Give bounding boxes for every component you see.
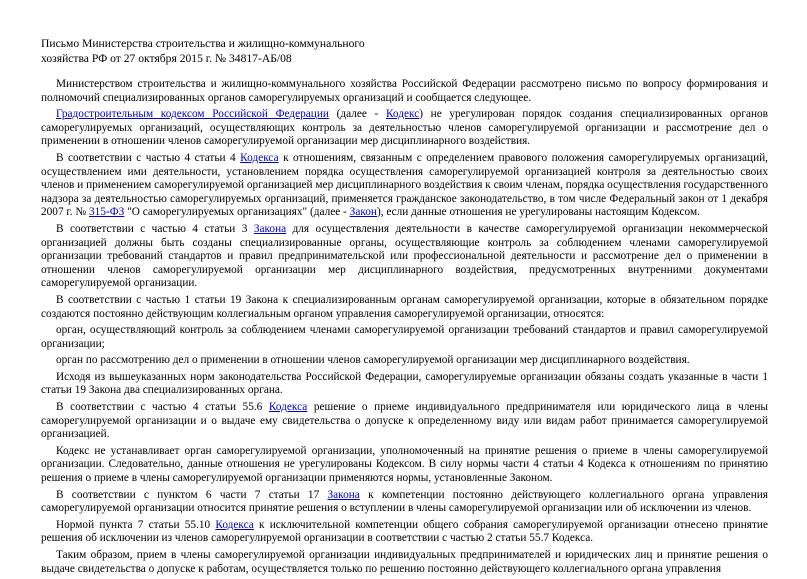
paragraph-text: орган, осуществляющий контроль за соблюдением членами саморегулируемой организации требований стандартов и правил саморегулируемой организации; (41, 324, 768, 350)
document-link[interactable]: Закона (253, 222, 287, 235)
paragraph (41, 223, 768, 291)
paragraph (41, 401, 768, 442)
document-title-line-1: Письмо Министерства строительства и жилищно-коммунального (41, 37, 365, 50)
paragraph (41, 78, 768, 105)
paragraph-text: "О саморегулируемых организациях" (далее - (124, 206, 350, 219)
document-link[interactable]: Кодекс (385, 108, 420, 121)
paragraph (41, 549, 768, 576)
paragraph-text: Исходя из вышеуказанных норм законодательства Российской Федерации, саморегулируемые организации обязаны создать указанные в части 1 статьи 19 Закона два специализированных органа. (41, 370, 768, 397)
paragraph (41, 354, 768, 368)
document-link[interactable]: Кодекса (215, 518, 254, 531)
paragraph-text: Министерством строительства и жилищно-коммунального хозяйства Российской Федерации рассмотрено письмо по вопросу формирования и полномочий специализированных органов саморегулируемых организаций и сообщается следующее. (41, 78, 768, 104)
paragraph-text: В соответствии с частью 4 статьи 55.6 (56, 401, 269, 414)
paragraph-text: к исключительной компетенции общего собрания саморегулируемой организации отнесено принятие решения об исключении из членов саморегулируемой организации в соответствии с частью 2 статьи 55.7 Кодекса. (41, 518, 768, 545)
paragraph-text: В соответствии с частью 1 статьи 19 Закона к специализированным органам саморегулируемой организации, которые в обязательном порядке создаются постоянно действующим коллегиальным органом управления саморегулируемой организации, относятся: (41, 293, 768, 320)
document-link[interactable]: Закон (349, 206, 377, 219)
paragraph-text: (далее - (328, 108, 386, 121)
document-link[interactable]: Градостроительным кодексом Российской Федерации (56, 108, 329, 121)
document-title (41, 36, 768, 66)
paragraph-text: Кодекс не устанавливает орган саморегулируемой организации, уполномоченный на принятие решения о приеме в члены саморегулируемой организации. Следовательно, данные отношения не урегулированы Кодексом. В силу нормы части 4 статьи 4 Кодекса к отношениям по принятию решения о приеме в члены саморегулируемой организации применяются нормы, установленные Законом. (41, 444, 768, 485)
document-body (41, 78, 768, 576)
paragraph (41, 152, 768, 220)
paragraph (41, 519, 768, 546)
paragraph-text: Таким образом, прием в члены саморегулируемой организации индивидуальных предпринимателей и юридических лиц и принятие решения о выдаче свидетельства о допуске к работам, осуществляется только по решению постоянно действующего коллегиального органа управления (41, 549, 768, 575)
paragraph-text: В соответствии с частью 4 статьи 4 (56, 151, 241, 164)
paragraph (41, 445, 768, 486)
document-page (41, 36, 768, 579)
document-title-line-2: хозяйства РФ от 27 октября 2015 г. № 34817-АБ/08 (41, 52, 292, 65)
paragraph-text: к отношениям, связанным с определением правового положения саморегулируемых организаций, осуществлением ими деятельности, установлением порядка осуществления саморегулируемой организацией контроля за деятельностью своих членов и применением саморегулируемой организацией мер дисциплинарного воздействия к своим членам, порядка осуществления государственного надзора за деятельностью саморегулируемых организаций, применяется гражданское законодательство, в том числе Федеральный закон от 1 декабря 2007 г. № (41, 151, 768, 219)
paragraph-text: решение о приеме индивидуального предпринимателя или юридического лица в члены саморегулируемой организации и о выдаче ему свидетельства о допуске к определенному виду или видам работ принимается саморегулируемой организацией. (41, 401, 768, 441)
paragraph-text: к компетенции постоянно действующего коллегиального органа управления саморегулируемой организации относится принятие решения о вступлении в члены саморегулируемой организации или об исключении из членов. (41, 488, 768, 515)
paragraph-text: Нормой пункта 7 статьи 55.10 (56, 518, 216, 531)
document-link[interactable]: Закона (327, 488, 360, 501)
document-link[interactable]: Кодекса (268, 401, 308, 414)
paragraph (41, 294, 768, 321)
document-link[interactable]: Кодекса (240, 151, 279, 164)
paragraph (41, 108, 768, 149)
paragraph (41, 324, 768, 351)
paragraph (41, 489, 768, 516)
document-link[interactable]: 315-ФЗ (89, 206, 125, 219)
paragraph-text: для осуществления деятельности в качестве саморегулируемой организации некоммерческой организацией должны быть созданы специализированные органы, осуществляющие контроль за соблюдением членами саморегулируемой организации требований стандартов и правил предпринимательской или профессиональной деятельности и рассмотрение дел о применении в отношении членов саморегулируемой организации мер дисциплинарного воздействия, предусмотренных внутренними документами саморегулируемой организации. (41, 222, 768, 290)
paragraph-text: орган по рассмотрению дел о применении в отношении членов саморегулируемой организации мер дисциплинарного воздействия. (56, 354, 690, 367)
paragraph (41, 371, 768, 398)
paragraph-text: В соответствии с частью 4 статьи 3 (56, 222, 254, 235)
paragraph-text: ) не урегулирован порядок создания специализированных органов саморегулируемых организаций, осуществляющих контроль за деятельностью членов саморегулируемой организации и рассмотрение дел о применении в отношении членов саморегулируемой организации мер дисциплинарного воздействия. (41, 108, 768, 148)
paragraph-text: ), если данные отношения не урегулированы настоящим Кодексом. (376, 206, 700, 219)
paragraph-text: В соответствии с пунктом 6 части 7 статьи 17 (56, 488, 328, 501)
